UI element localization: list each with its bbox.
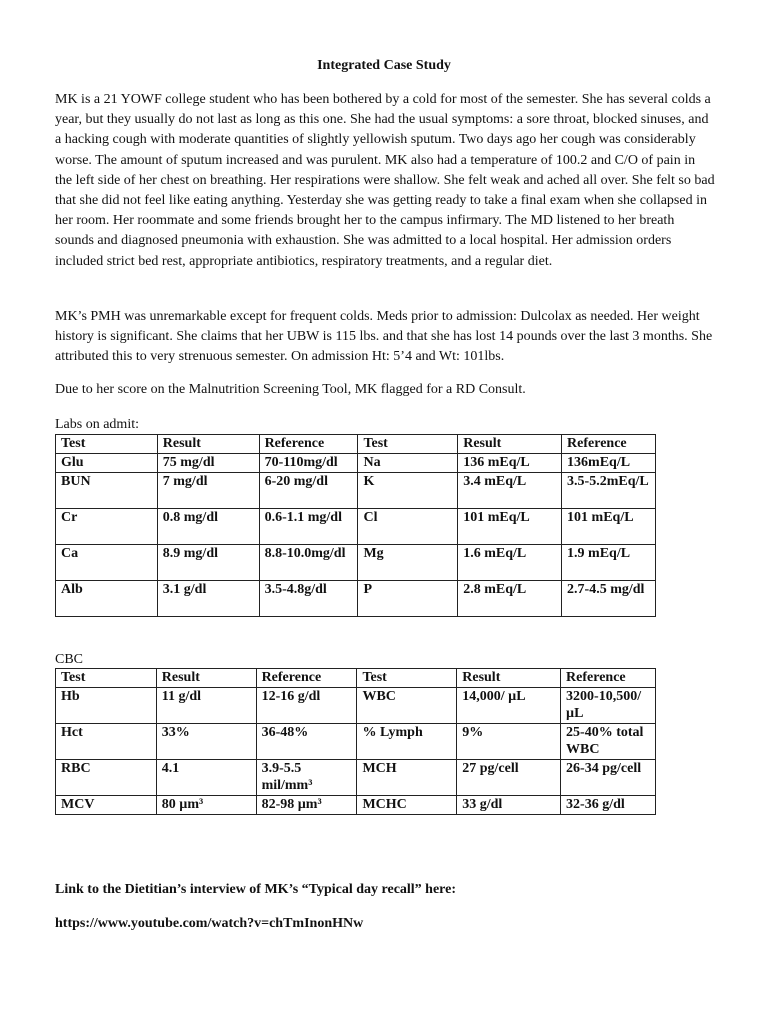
cbc-section-label: CBC [55, 652, 84, 667]
table-cell: MCHC [357, 796, 457, 815]
case-paragraph-1: MK is a 21 YOWF college student who has been bothered by a cold for most of the semester. She has several colds a year, but they usually do not last as long as this one. She had the usual symptoms: a sore throat, blocked sinuses, and a hacking cough with moderate quantities of slightly yellowish sputum. Two days ago her cough was considerably worse. The amount of sputum increased and was purulent. MK also had a temperature of 100.2 and C/O of pain in the left side of her chest on breathing. Her respirations were shallow. She felt weak and ached all over. She felt so bad that she did not feel like eating anything. Yesterday she was getting ready to take a final exam when she collapsed in her room. Her roommate and some friends brought her to the campus infirmary. The MD listened to her breath sounds and diagnosed pneumonia with exhaustion. She was admitted to a local hospital. Her admission orders included strict bed rest, appropriate antibiotics, respiratory treatments, and a regular diet. [55, 92, 715, 269]
table-cell: Hb [56, 688, 157, 724]
table-cell: K [358, 473, 458, 509]
table-cell: 9% [457, 724, 561, 760]
cbc-header-cell: Reference [256, 669, 357, 688]
table-cell: 25-40% total WBC [561, 724, 656, 760]
cbc-table [55, 668, 656, 815]
table-cell: 1.9 mEq/L [562, 545, 656, 581]
case-paragraph-2: MK’s PMH was unremarkable except for frequent colds. Meds prior to admission: Dulcolax as needed. Her weight history is significant. She claims that her UBW is 115 lbs. and that she has lost 14 pounds over the last 3 months. She attributed this to very strenuous semester. On admission Ht: 5’4 and Wt: 101lbs. [55, 309, 713, 365]
table-cell: Hct [56, 724, 157, 760]
labs-header-cell: Result [157, 435, 259, 454]
table-row [56, 509, 656, 545]
table-cell: 8.8-10.0mg/dl [259, 545, 358, 581]
table-cell: 1.6 mEq/L [458, 545, 562, 581]
cbc-header-cell: Test [56, 669, 157, 688]
labs-table [55, 434, 656, 617]
table-cell: 3.9-5.5 mil/mm³ [256, 760, 357, 796]
table-cell: 12-16 g/dl [256, 688, 357, 724]
table-cell: Ca [56, 545, 158, 581]
table-cell: 33% [156, 724, 256, 760]
labs-section-label: Labs on admit: [55, 417, 139, 432]
labs-header-row [56, 435, 656, 454]
table-cell: 4.1 [156, 760, 256, 796]
table-cell: BUN [56, 473, 158, 509]
table-cell: Cr [56, 509, 158, 545]
table-cell: 0.6-1.1 mg/dl [259, 509, 358, 545]
table-cell: Cl [358, 509, 458, 545]
table-cell: 2.8 mEq/L [458, 581, 562, 617]
table-cell: 32-36 g/dl [561, 796, 656, 815]
table-row [56, 454, 656, 473]
labs-header-cell: Reference [562, 435, 656, 454]
cbc-header-cell: Reference [561, 669, 656, 688]
table-row [56, 581, 656, 617]
labs-header-cell: Reference [259, 435, 358, 454]
document-title: Integrated Case Study [317, 58, 451, 73]
table-cell: Na [358, 454, 458, 473]
table-row [56, 724, 656, 760]
table-cell: % Lymph [357, 724, 457, 760]
table-cell: 82-98 µm³ [256, 796, 357, 815]
table-cell: 36-48% [256, 724, 357, 760]
table-row [56, 545, 656, 581]
table-cell: 3200-10,500/ µL [561, 688, 656, 724]
table-cell: 33 g/dl [457, 796, 561, 815]
table-cell: 3.5-5.2mEq/L [562, 473, 656, 509]
table-cell: 136 mEq/L [458, 454, 562, 473]
table-cell: 101 mEq/L [458, 509, 562, 545]
case-paragraph-3: Due to her score on the Malnutrition Screening Tool, MK flagged for a RD Consult. [55, 382, 526, 397]
interview-link-url[interactable]: https://www.youtube.com/watch?v=chTmInonHNw [55, 916, 364, 931]
table-cell: Glu [56, 454, 158, 473]
table-cell: P [358, 581, 458, 617]
table-cell: Alb [56, 581, 158, 617]
cbc-header-row [56, 669, 656, 688]
table-row [56, 796, 656, 815]
table-cell: 11 g/dl [156, 688, 256, 724]
cbc-header-cell: Test [357, 669, 457, 688]
labs-header-cell: Result [458, 435, 562, 454]
table-cell: MCV [56, 796, 157, 815]
table-row [56, 688, 656, 724]
table-cell: 3.4 mEq/L [458, 473, 562, 509]
table-cell: 70-110mg/dl [259, 454, 358, 473]
labs-header-cell: Test [56, 435, 158, 454]
table-cell: MCH [357, 760, 457, 796]
table-cell: 14,000/ µL [457, 688, 561, 724]
table-row [56, 473, 656, 509]
table-row [56, 760, 656, 796]
table-cell: Mg [358, 545, 458, 581]
table-cell: 7 mg/dl [157, 473, 259, 509]
table-cell: 3.5-4.8g/dl [259, 581, 358, 617]
table-cell: 80 µm³ [156, 796, 256, 815]
cbc-header-cell: Result [457, 669, 561, 688]
labs-header-cell: Test [358, 435, 458, 454]
table-cell: WBC [357, 688, 457, 724]
table-cell: 136mEq/L [562, 454, 656, 473]
interview-link-label: Link to the Dietitian’s interview of MK’s “Typical day recall” here: [55, 882, 457, 897]
table-cell: 6-20 mg/dl [259, 473, 358, 509]
table-cell: RBC [56, 760, 157, 796]
table-cell: 3.1 g/dl [157, 581, 259, 617]
table-cell: 0.8 mg/dl [157, 509, 259, 545]
table-cell: 101 mEq/L [562, 509, 656, 545]
table-cell: 2.7-4.5 mg/dl [562, 581, 656, 617]
table-cell: 27 pg/cell [457, 760, 561, 796]
table-cell: 75 mg/dl [157, 454, 259, 473]
cbc-header-cell: Result [156, 669, 256, 688]
table-cell: 8.9 mg/dl [157, 545, 259, 581]
table-cell: 26-34 pg/cell [561, 760, 656, 796]
